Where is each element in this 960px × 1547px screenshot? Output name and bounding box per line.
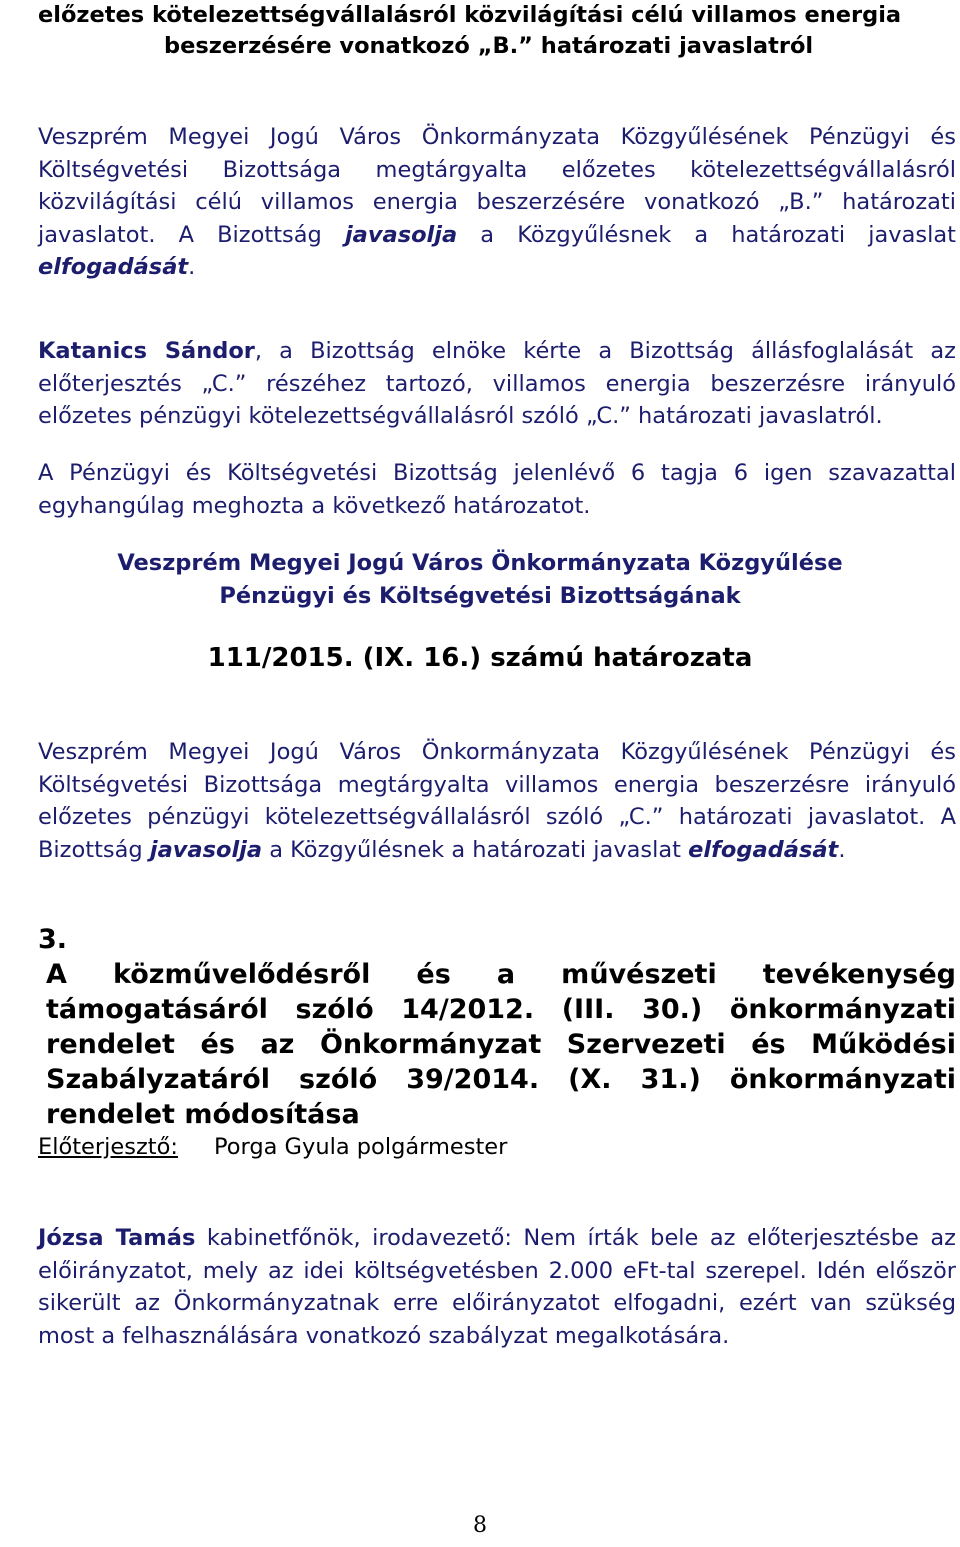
top-heading <box>38 0 956 62</box>
paragraph-resolution-text <box>38 736 956 866</box>
paragraph-text: Veszprém Megyei Jogú Város Önkormányzata Közgyűlésének Pénzügyi és Költségvetési Bizottsága megtárgyalta villamos energia beszerzésre irányuló előzetes pénzügyi kötelezettségvállalásról szóló „C.” határozati javaslatot. A Bizottság <box>38 739 956 863</box>
paragraph-chairman-request <box>38 335 956 433</box>
resolution-number-text: 111/2015. (IX. 16.) számú határozata <box>207 643 753 673</box>
presenter-value: Porga Gyula polgármester <box>213 1134 508 1160</box>
presenter-label: Előterjesztő: <box>38 1134 178 1160</box>
paragraph-text: A Pénzügyi és Költségvetési Bizottság jelenlévő 6 tagja 6 igen szavazattal egyhangúlag meghozta a következő határozatot. <box>38 460 956 519</box>
emphasis-recommends: javasolja <box>149 836 263 863</box>
paragraph-cabinet-chief <box>38 1222 956 1352</box>
paragraph-text: , a Bizottság elnöke kérte a Bizottság állásfoglalását az előterjesztés „C.” részéhez tartozó, villamos energia beszerzésre irányuló előzetes pénzügyi kötelezettségvállalásról szóló „C.” határozati javaslatról. <box>38 338 956 429</box>
top-heading-line1: előzetes kötelezettségvállalásról közvilágítási célú villamos energia <box>38 2 902 28</box>
resolution-heading-line1: Veszprém Megyei Jogú Város Önkormányzata Közgyűlése <box>117 550 843 576</box>
page-number: 8 <box>473 1513 487 1538</box>
resolution-heading <box>0 547 960 612</box>
resolution-number <box>0 642 960 675</box>
paragraph-text: kabinetfőnök, irodavezető: Nem írták bele az előterjesztésbe az előirányzatot, mely az idei költségvetésben 2.000 eFt-tal szerepel. Idén először sikerült az Önkormányzatnak erre előirányzatot elfogadni, ezért van szükség most a felhasználására vonatkozó szabályzat megalkotására. <box>38 1225 956 1349</box>
paragraph-vote-result <box>38 457 956 522</box>
presenter-line <box>38 1131 956 1164</box>
section-3-heading <box>38 922 956 1132</box>
speaker-name: Józsa Tamás <box>38 1225 196 1251</box>
emphasis-adoption: elfogadását <box>38 254 189 280</box>
section-number: 3. <box>38 924 68 955</box>
paragraph-committee-discussion <box>38 121 956 284</box>
emphasis-adoption: elfogadását <box>688 836 839 863</box>
paragraph-text: . <box>838 836 846 863</box>
resolution-heading-line2: Pénzügyi és Költségvetési Bizottságának <box>219 582 741 609</box>
speaker-name: Katanics Sándor <box>38 338 255 364</box>
paragraph-text: . <box>188 254 196 280</box>
emphasis-recommends: javasolja <box>344 221 458 248</box>
paragraph-text: Veszprém Megyei Jogú Város Önkormányzata Közgyűlésének Pénzügyi és Költségvetési Bizottsága megtárgyalta előzetes kötelezettségvállalásról közvilágítási célú villamos energia beszerzésére vonatkozó „B.” határozati javaslatot. A Bizottság <box>38 124 956 248</box>
section-title <box>46 922 956 1132</box>
paragraph-text: a Közgyűlésnek a határozati javaslat <box>262 836 689 863</box>
paragraph-text: a Közgyűlésnek a határozati javaslat <box>457 221 956 248</box>
top-heading-line2: beszerzésére vonatkozó „B.” határozati javaslatról <box>164 33 814 59</box>
section-title-text: A közművelődésről és a művészeti tevékenység támogatásáról szóló 14/2012. (III. 30.) önkormányzati rendelet és az Önkormányzat Szervezeti és Működési Szabályzatáról szóló 39/2014. (X. 31.) önkormányzati rendelet módosítása <box>46 959 956 1130</box>
